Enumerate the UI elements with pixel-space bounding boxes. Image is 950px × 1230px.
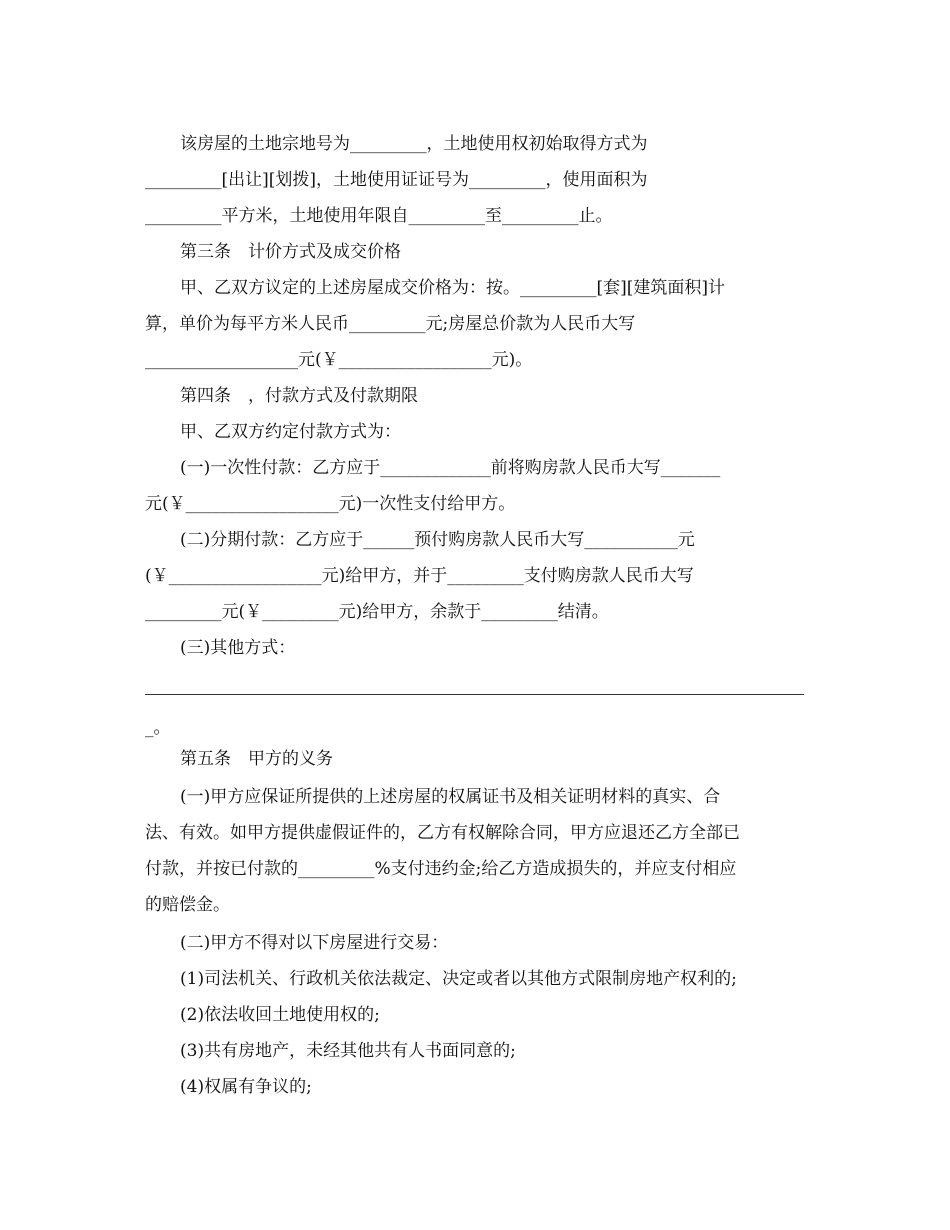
article-5-heading bbox=[0, 742, 950, 776]
section-heading: 第五条 甲方的义务 bbox=[180, 749, 333, 769]
price-line-1 bbox=[0, 271, 950, 305]
obligation-1-line-3 bbox=[0, 852, 950, 886]
land-term-line bbox=[0, 199, 950, 233]
text-line: (三)其他方式： bbox=[180, 638, 296, 658]
restriction-2 bbox=[0, 998, 950, 1032]
text-line: 甲、乙双方约定付款方式为： bbox=[180, 422, 401, 442]
text-line: (3)共有房地产，未经其他共有人书面同意的; bbox=[180, 1041, 516, 1061]
text-line: (一)一次性付款：乙方应于_____________前将购房款人民币大写_______ bbox=[180, 458, 721, 478]
text-line: __________________元(￥__________________元)。 bbox=[145, 350, 533, 370]
restriction-3 bbox=[0, 1034, 950, 1068]
other-method-line bbox=[0, 631, 950, 665]
price-line-2 bbox=[0, 307, 950, 341]
fill-in-rule bbox=[145, 694, 804, 695]
text-line: _________平方米，土地使用年限自_________至_________止。 bbox=[145, 206, 613, 226]
installment-line-1 bbox=[0, 523, 950, 557]
text-line: (一)甲方应保证所提供的上述房屋的权属证书及相关证明材料的真实、合 bbox=[180, 787, 721, 807]
text-line: 该房屋的土地宗地号为_________，土地使用权初始取得方式为 bbox=[180, 134, 648, 154]
text-line: 元(￥__________________元)一次性支付给甲方。 bbox=[145, 494, 516, 514]
text-line: 甲、乙双方议定的上述房屋成交价格为：按。_________[套][建筑面积]计 bbox=[180, 278, 726, 298]
price-line-3 bbox=[0, 343, 950, 377]
installment-line-2 bbox=[0, 559, 950, 593]
lump-sum-line-2 bbox=[0, 487, 950, 521]
lump-sum-line-1 bbox=[0, 451, 950, 485]
obligation-2-heading bbox=[0, 926, 950, 960]
installment-line-3 bbox=[0, 595, 950, 629]
obligation-1-line-1 bbox=[0, 780, 950, 814]
restriction-4 bbox=[0, 1070, 950, 1104]
article-3-heading bbox=[0, 235, 950, 269]
text-line: 法、有效。如甲方提供虚假证件的，乙方有权解除合同，甲方应退还乙方全部已 bbox=[145, 823, 740, 843]
obligation-1-line-4 bbox=[0, 888, 950, 922]
payment-intro bbox=[0, 415, 950, 449]
text-line: (1)司法机关、行政机关依法裁定、决定或者以其他方式限制房地产权利的; bbox=[180, 969, 737, 989]
text-line: 的赔偿金。 bbox=[145, 895, 230, 915]
other-method-end bbox=[0, 711, 950, 745]
restriction-1 bbox=[0, 962, 950, 996]
section-heading: 第三条 计价方式及成交价格 bbox=[180, 242, 401, 262]
land-parcel-line bbox=[0, 127, 950, 161]
text-line: 算，单价为每平方米人民币_________元;房屋总价款为人民币大写 bbox=[145, 314, 636, 334]
text-line: 付款，并按已付款的_________%支付违约金;给乙方造成损失的，并应支付相应 bbox=[145, 859, 737, 879]
text-line: (4)权属有争议的; bbox=[180, 1077, 312, 1097]
land-right-line bbox=[0, 163, 950, 197]
text-line: _________[出让][划拨]，土地使用证证号为_________，使用面积为 bbox=[145, 170, 648, 190]
text-line: _。 bbox=[145, 718, 171, 738]
text-line: _________元(￥_________元)给甲方，余款于_________结清。 bbox=[145, 602, 609, 622]
text-line: (二)甲方不得对以下房屋进行交易： bbox=[180, 933, 449, 953]
section-heading: 第四条 ，付款方式及付款期限 bbox=[180, 386, 418, 406]
obligation-1-line-2 bbox=[0, 816, 950, 850]
text-line: (二)分期付款：乙方应于______预付购房款人民币大写___________元 bbox=[180, 530, 695, 550]
article-4-heading bbox=[0, 379, 950, 413]
text-line: (2)依法收回土地使用权的; bbox=[180, 1005, 380, 1025]
text-line: (￥__________________元)给甲方，并于_________支付购房款人民币大写 bbox=[145, 566, 694, 586]
